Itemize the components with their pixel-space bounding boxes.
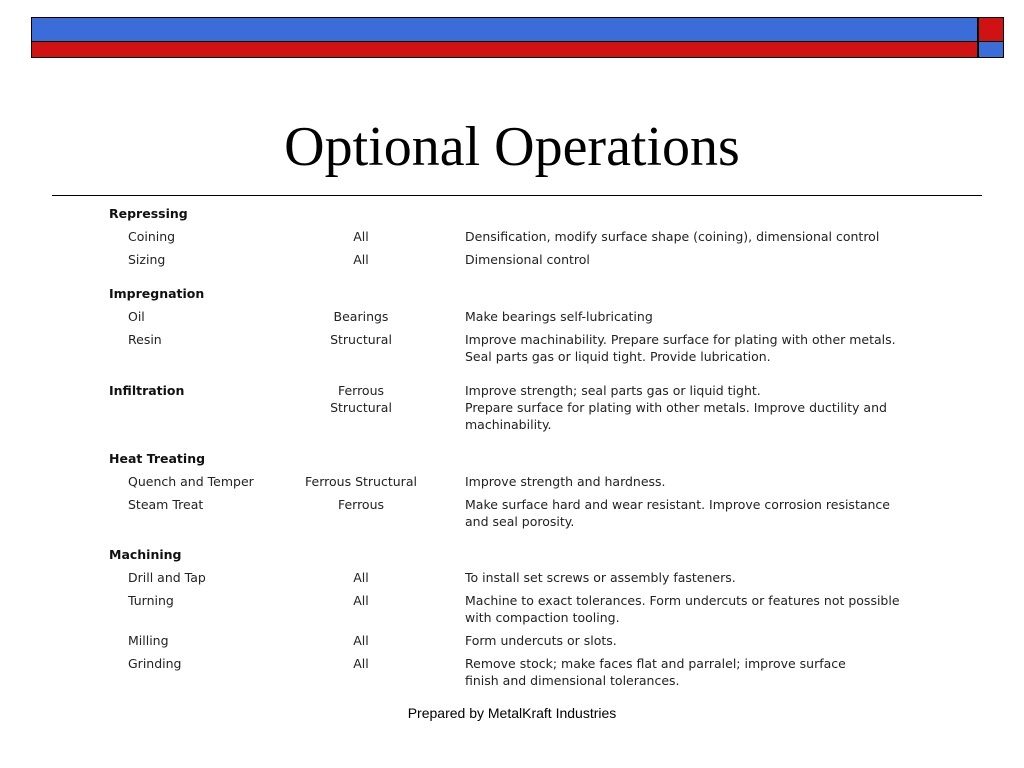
operation-purpose-continued: Seal parts gas or liquid tight. Provide lubrication. <box>465 349 771 364</box>
banner-blue-square <box>978 42 1004 58</box>
operation-purpose-continued: Prepare surface for plating with other metals. Improve ductility and <box>465 400 887 415</box>
operation-purpose: Machine to exact tolerances. Form undercuts or features not possible <box>465 593 900 608</box>
operation-scope: All <box>353 656 369 671</box>
section-heading: Heat Treating <box>109 451 206 466</box>
operation-purpose: Remove stock; make faces flat and parralel; improve surface <box>465 656 846 671</box>
operation-name: Steam Treat <box>128 497 204 512</box>
section-heading: Machining <box>109 547 182 562</box>
operation-scope: Structural <box>330 332 392 347</box>
operation-purpose-continued: finish and dimensional tolerances. <box>465 673 680 688</box>
operation-purpose: Form undercuts or slots. <box>465 633 617 648</box>
section-heading: Infiltration <box>109 383 185 398</box>
operation-name: Coining <box>128 229 176 244</box>
slide-footer: Prepared by MetalKraft Industries <box>407 705 617 721</box>
operation-purpose: Improve strength and hardness. <box>465 474 666 489</box>
operation-purpose: Dimensional control <box>465 252 590 267</box>
title-divider <box>52 195 982 196</box>
banner-blue-bar <box>31 17 978 42</box>
operation-scope: All <box>353 633 369 648</box>
operation-purpose: Improve strength; seal parts gas or liquid tight. <box>465 383 761 398</box>
banner-red-square <box>978 17 1004 42</box>
banner-red-bar <box>31 42 978 58</box>
operation-name: Sizing <box>128 252 166 267</box>
section-heading: Repressing <box>109 206 188 221</box>
operation-purpose-continued: with compaction tooling. <box>465 610 620 625</box>
operation-purpose: Densification, modify surface shape (coining), dimensional control <box>465 229 880 244</box>
operation-purpose: Make surface hard and wear resistant. Improve corrosion resistance <box>465 497 890 512</box>
operation-name: Quench and Temper <box>128 474 254 489</box>
operation-scope: All <box>353 252 369 267</box>
operation-scope: Ferrous <box>337 383 385 398</box>
operation-purpose: Improve machinability. Prepare surface for plating with other metals. <box>465 332 896 347</box>
operation-purpose-continued: and seal porosity. <box>465 514 575 529</box>
operation-scope-continued: Structural <box>330 400 392 415</box>
operation-name: Drill and Tap <box>128 570 206 585</box>
operation-scope: Bearings <box>333 309 389 324</box>
operation-scope: Ferrous <box>337 497 385 512</box>
operation-scope: All <box>353 229 369 244</box>
slide-title: Optional Operations <box>284 116 740 178</box>
operation-name: Milling <box>128 633 169 648</box>
operation-purpose: To install set screws or assembly fasteners. <box>465 570 736 585</box>
operation-scope: All <box>353 570 369 585</box>
operation-name: Resin <box>128 332 162 347</box>
operation-scope: All <box>353 593 369 608</box>
operation-purpose: Make bearings self-lubricating <box>465 309 653 324</box>
operation-name: Turning <box>128 593 174 608</box>
operation-name: Grinding <box>128 656 182 671</box>
section-heading: Impregnation <box>109 286 205 301</box>
operation-scope: Ferrous Structural <box>305 474 417 489</box>
operation-purpose-continued: machinability. <box>465 417 552 432</box>
operation-name: Oil <box>128 309 145 324</box>
header-banner <box>31 17 1004 58</box>
